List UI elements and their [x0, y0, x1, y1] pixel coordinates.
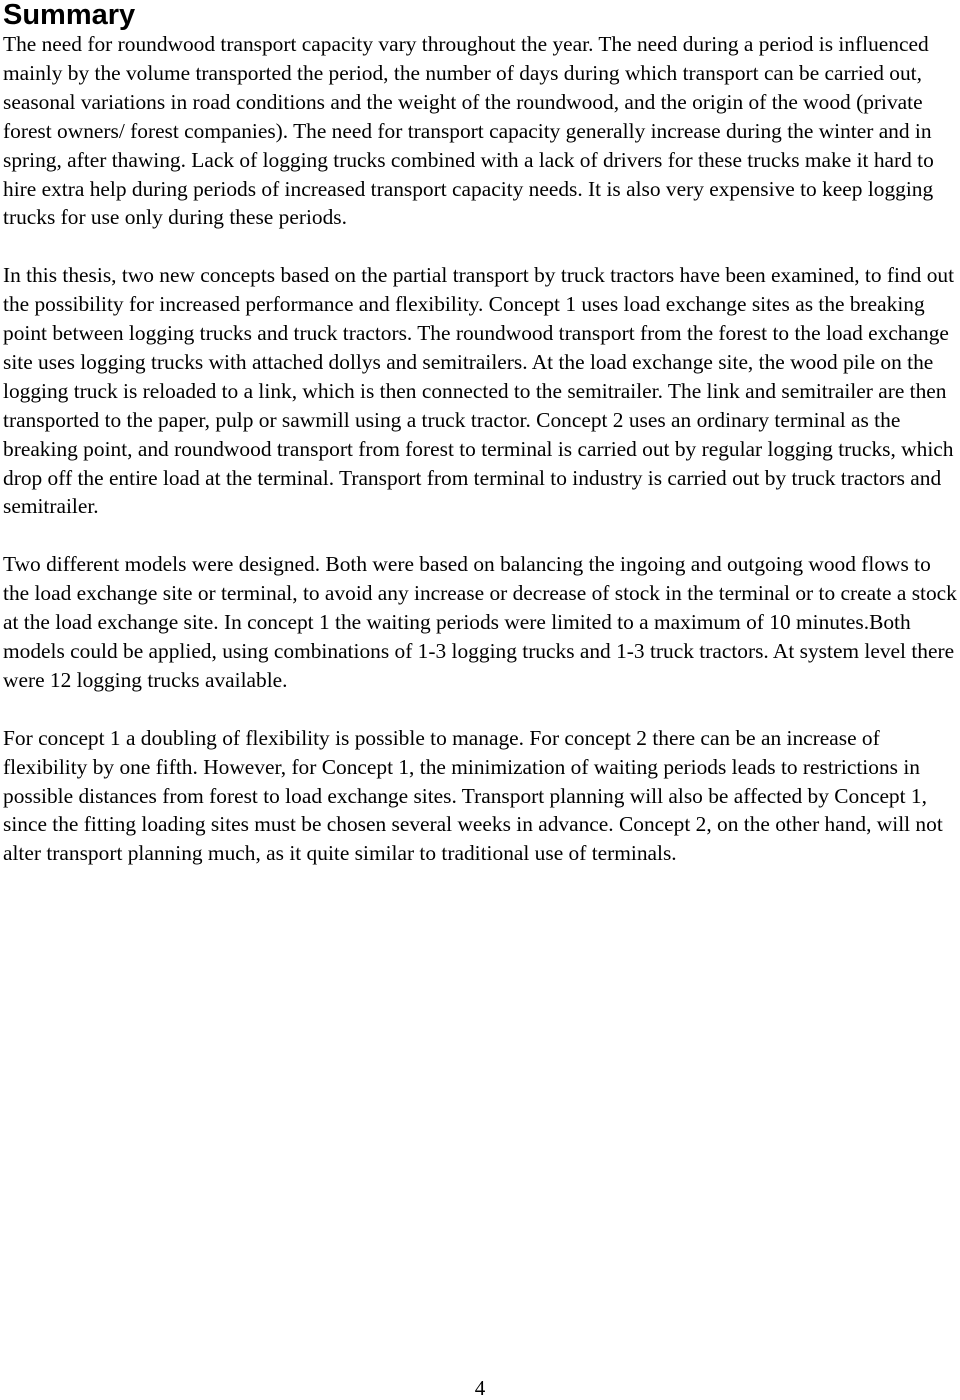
paragraph-3: Two different models were designed. Both were based on balancing the ingoing and outgoing wood flows to the load exchange site or terminal, to avoid any increase or decrease of stock in the terminal or to create a stock at the load exchange site. In concept 1 the waiting periods were limited to a maximum of 10 minutes.Both models could be applied, using combinations of 1-3 logging trucks and 1-3 truck tractors. At system level there were 12 logging trucks available. — [3, 552, 957, 692]
paragraph-1: The need for roundwood transport capacity vary throughout the year. The need during a period is influenced mainly by the volume transported the period, the number of days during which transport can be carried out, seasonal variations in road conditions and the weight of the roundwood, and the origin of the wood (private forest owners/ forest companies). The need for transport capacity generally increase during the winter and in spring, after thawing. Lack of logging trucks combined with a lack of drivers for these trucks make it hard to hire extra help during periods of increased transport capacity needs. It is also very expensive to keep logging trucks for use only during these periods. — [3, 32, 934, 230]
section-heading: Summary — [3, 0, 136, 31]
paragraph-spacer — [3, 232, 959, 261]
paragraph-4: For concept 1 a doubling of flexibility is possible to manage. For concept 2 there can be an increase of flexibility by one fifth. However, for Concept 1, the minimization of waiting periods leads to restrictions in possible distances from forest to load exchange sites. Transport planning will also be affected by Concept 1, since the fitting loading sites must be chosen several weeks in advance. Concept 2, on the other hand, will not alter transport planning much, as it quite similar to traditional use of terminals. — [3, 725, 943, 866]
paragraph-2: In this thesis, two new concepts based on the partial transport by truck tractors have been examined, to find out the possibility for increased performance and flexibility. Concept 1 uses load exchange sites as the breaking point between logging trucks and truck tractors. The roundwood transport from the forest to the load exchange site uses logging trucks with attached dollys and semitrailers. At the load exchange site, the wood pile on the logging truck is reloaded to a link, which is then connected to the semitrailer. The link and semitrailer are then transported to the paper, pulp or sawmill using a truck tractor. Concept 2 uses an ordinary terminal as the breaking point, and roundwood transport from forest to terminal is carried out by regular logging trucks, which drop off the entire load at the terminal. Transport from terminal to industry is carried out by truck tractors and semitrailer. — [3, 263, 955, 519]
paragraph-spacer — [3, 695, 959, 724]
paragraph-spacer — [3, 521, 959, 550]
document-page — [3, 0, 959, 868]
page-number: 4 — [474, 1376, 486, 1400]
